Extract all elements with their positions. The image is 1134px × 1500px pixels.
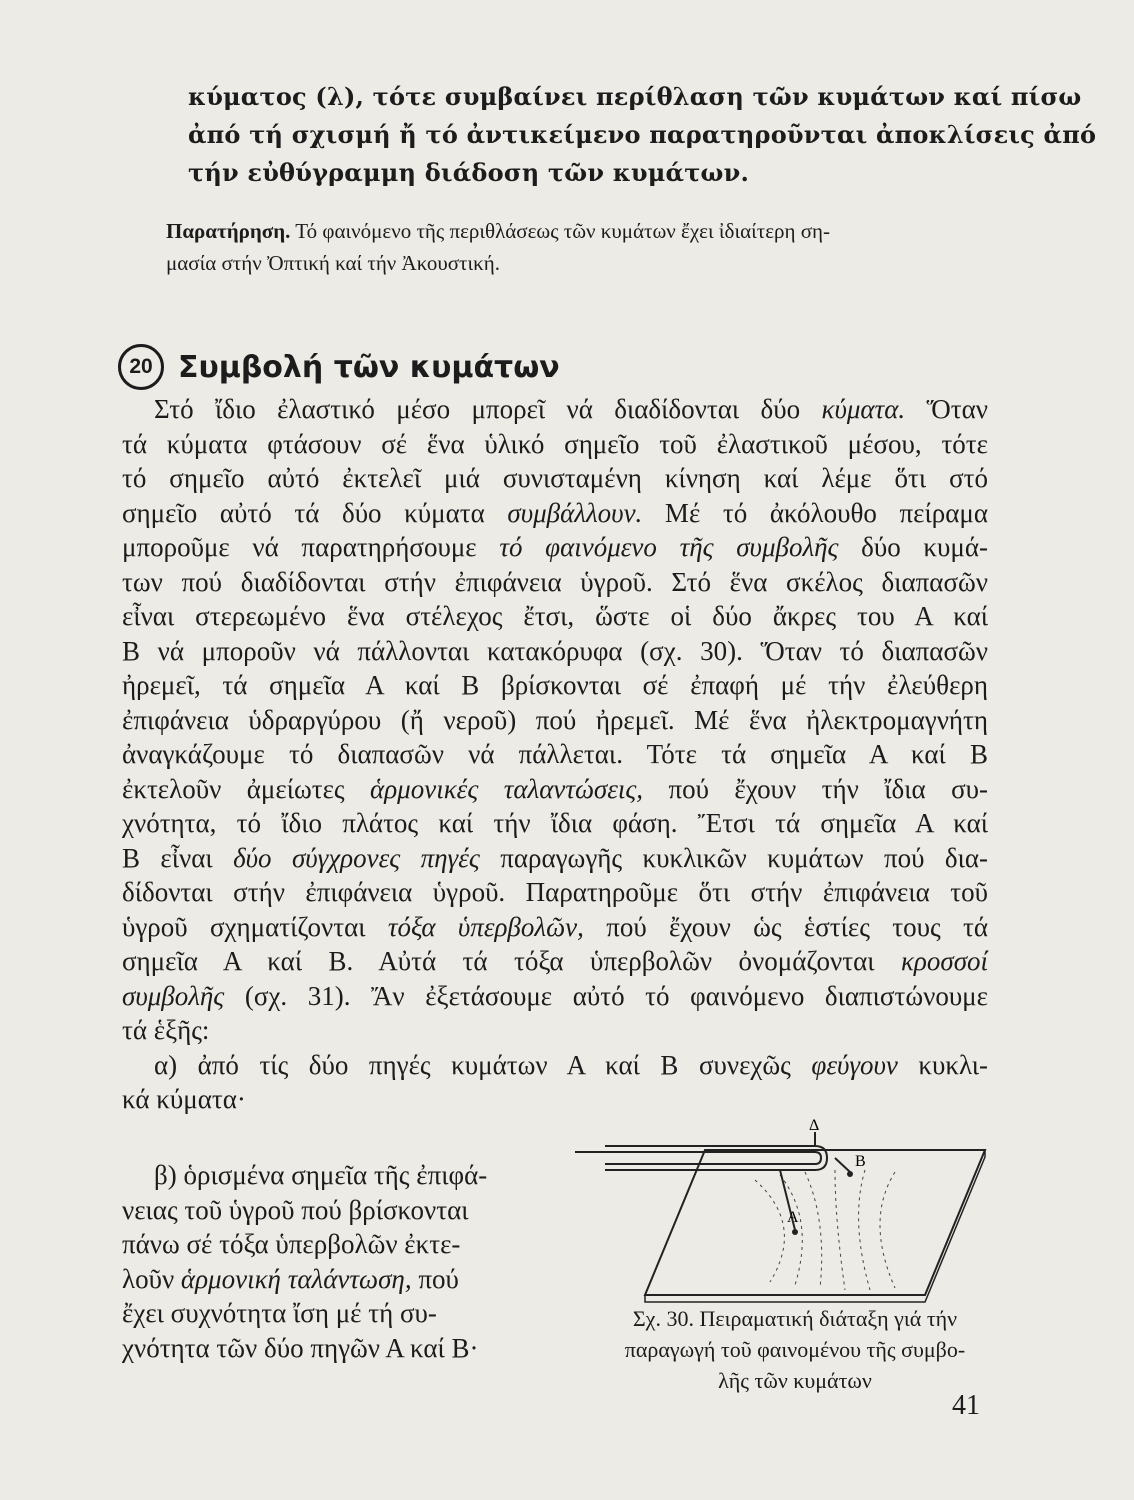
text-line: χνότητα, τό ἴδιο πλάτος καί τήν ἴδια φάση. Ἔτσι τά σημεῖα Α καί <box>122 808 988 838</box>
text-line: τά ἑξῆς: <box>122 1015 210 1045</box>
remark-text: μασία στήν Ὀπτική καί τήν Ἀκουστική. <box>166 251 500 275</box>
text-line: Β εἶναι δύο σύγχρονες πηγές παραγωγῆς κυκλικῶν κυμάτων πού δια- <box>122 842 988 873</box>
text-line: εἶναι στερεωμένο ἕνα στέλεχος ἔτσι, ὥστε οἱ δύο ἄκρες του Α καί <box>122 601 988 631</box>
text-line: ἔχει συχνότητα ἴση μέ τή συ- <box>122 1298 437 1328</box>
text-line: συμβολῆς (σχ. 31). Ἄν ἐξετάσουμε αὐτό τό φαινόμενο διαπιστώνουμε <box>122 980 988 1011</box>
text-line: δίδονται στήν ἐπιφάνεια ὑγροῦ. Παρατηροῦμε ὅτι στήν ἐπιφάνεια τοῦ <box>122 877 988 907</box>
text-line: χνότητα τῶν δύο πηγῶν Α καί Β· <box>122 1332 479 1363</box>
text-line: ἐκτελοῦν ἀμείωτες ἁρμονικές ταλαντώσεις, πού ἔχουν τήν ἴδια συ- <box>122 773 989 804</box>
narrow-text-column <box>122 1158 542 1365</box>
liquid-tray <box>645 1150 985 1295</box>
label-b: Β <box>855 1153 866 1170</box>
label-delta: Δ <box>809 1117 820 1134</box>
intro-paragraph <box>188 78 1097 192</box>
figure-tuning-fork-setup <box>565 1110 1005 1310</box>
remark-text: Τό φαινόμενο τῆς περιθλάσεως τῶν κυμάτων ἔχει ἰδιαίτερη ση- <box>290 219 831 243</box>
interference-fringes <box>755 1170 895 1290</box>
text-line: σημεῖα Α καί Β. Αὐτά τά τόξα ὑπερβολῶν ὀνομάζονται κροσσοί <box>122 946 989 976</box>
remark-label: Παρατήρηση. <box>166 219 291 243</box>
section-title: Συμβολή τῶν κυμάτων <box>178 349 560 385</box>
text-line: κά κύματα· <box>122 1084 246 1114</box>
text-line: σημεῖο αὐτό τά δύο κύματα συμβάλλουν. Μέ τό ἀκόλουθο πείραμα <box>122 497 989 528</box>
text-line: ὑγροῦ σχηματίζονται τόξα ὑπερβολῶν, πού ἔχουν ὡς ἑστίες τους τά <box>122 911 988 942</box>
text-line: β) ὁρισμένα σημεῖα τῆς ἐπιφά- <box>154 1160 488 1190</box>
section-heading <box>118 342 560 392</box>
text-line: ἀναγκάζουμε τό διαπασῶν νά πάλλεται. Τότε τά σημεῖα Α καί Β <box>122 739 988 769</box>
caption-line: λῆς τῶν κυμάτων <box>718 1368 872 1393</box>
text-line: πάνω σέ τόξα ὑπερβολῶν ἐκτε- <box>122 1229 461 1259</box>
intro-line: ἀπό τή σχισμή ἤ τό ἀντικείμενο παρατηροῦνται ἀποκλίσεις ἀπό <box>188 120 1097 149</box>
point-b-marker <box>847 1171 853 1177</box>
text-line: α) ἀπό τίς δύο πηγές κυμάτων Α καί Β συνεχῶς φεύγουν κυκλι- <box>154 1049 989 1080</box>
page-number: 41 <box>952 1390 980 1421</box>
intro-line: κύματος (λ), τότε συμβαίνει περίθλαση τῶν κυμάτων καί πίσω <box>188 82 1082 111</box>
label-a: Α <box>787 1209 799 1226</box>
body-text <box>122 392 988 1117</box>
caption-line: παραγωγή τοῦ φαινομένου τῆς συμβο- <box>624 1337 966 1362</box>
text-line: ἠρεμεῖ, τά σημεῖα Α καί Β βρίσκονται σέ ἐπαφή μέ τήν ἐλεύθερη <box>122 670 988 700</box>
section-number-badge: 20 <box>118 344 164 390</box>
text-line: των πού διαδίδονται στήν ἐπιφάνεια ὑγροῦ. Στό ἕνα σκέλος διαπασῶν <box>122 566 988 597</box>
text-line: Στό ἴδιο ἐλαστικό μέσο μπορεῖ νά διαδίδονται δύο κύματα. Ὅταν <box>154 394 989 424</box>
intro-line: τήν εὐθύγραμμη διάδοση τῶν κυμάτων. <box>188 158 750 187</box>
text-line: λοῦν ἁρμονική ταλάντωση, πού <box>122 1263 459 1294</box>
point-a-marker <box>792 1229 798 1235</box>
remark-note <box>166 215 1006 279</box>
text-line: τά κύματα φτάσουν σέ ἕνα ὑλικό σημεῖο τοῦ ἐλαστικοῦ μέσου, τότε <box>122 428 988 459</box>
text-line: μποροῦμε νά παρατηρήσουμε τό φαινόμενο τῆς συμβολῆς δύο κυμά- <box>122 532 988 562</box>
text-line: νειας τοῦ ὑγροῦ πού βρίσκονται <box>122 1194 469 1225</box>
caption-line: Σχ. 30. Πειραματική διάταξη γιά τήν <box>632 1306 958 1331</box>
text-line: ἐπιφάνεια ὑδραργύρου (ἤ νεροῦ) πού ἠρεμεῖ. Μέ ἕνα ἠλεκτρομαγνήτη <box>122 704 988 735</box>
text-line: τό σημεῖο αὐτό ἐκτελεῖ μιά συνισταμένη κίνηση καί λέμε ὅτι στό <box>122 463 988 493</box>
text-line: Β νά μποροῦν νά πάλλονται κατακόρυφα (σχ. 30). Ὅταν τό διαπασῶν <box>122 635 988 666</box>
figure-caption <box>575 1303 1015 1396</box>
